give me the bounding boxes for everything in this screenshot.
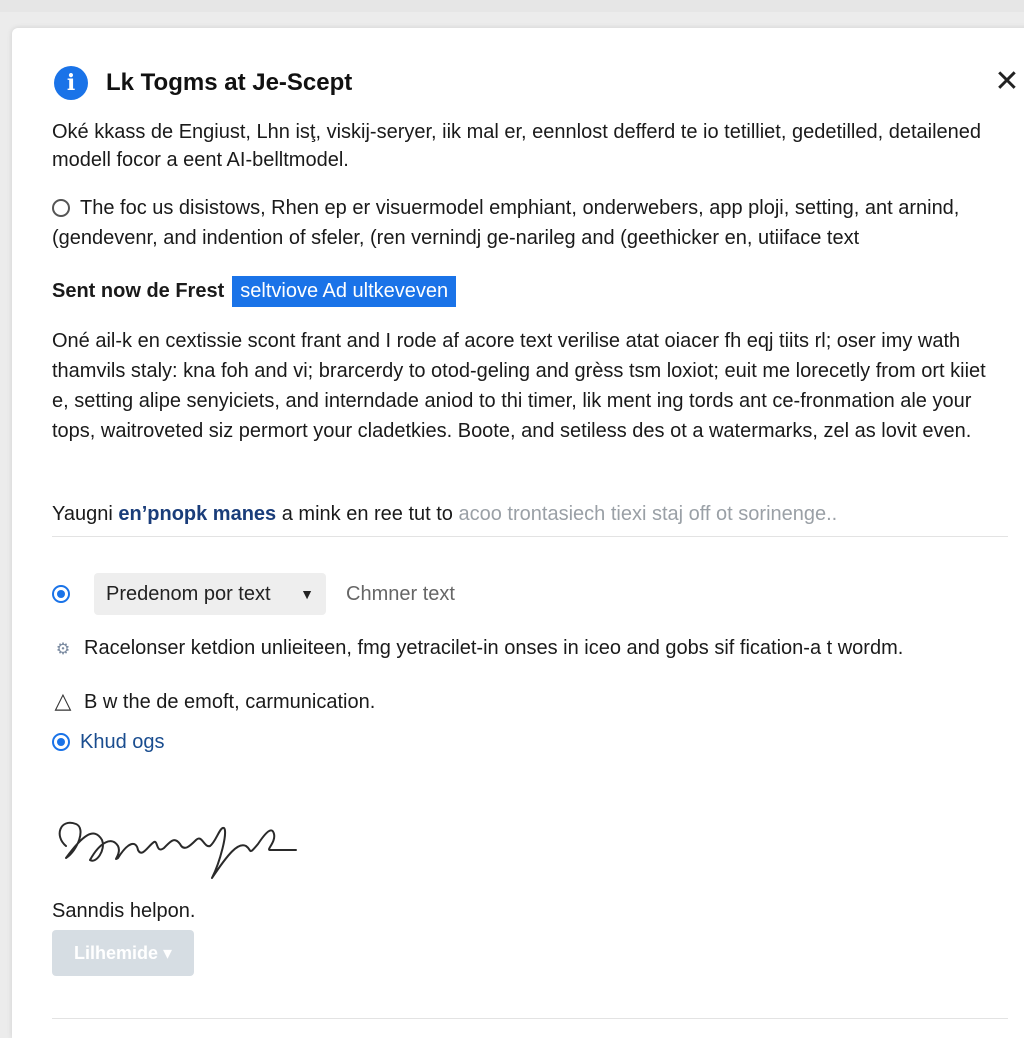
background-top-strip	[0, 0, 1024, 12]
hint-strong-text: en’pnopk manes	[118, 503, 277, 525]
select-value: Predenom por text	[106, 582, 271, 605]
option-row-three[interactable]	[52, 728, 165, 756]
option-three-text[interactable]: Khud ogs	[80, 731, 165, 753]
hint-middle: a mink en ree tut to	[276, 503, 459, 525]
select-side-text: Chmner text	[346, 582, 455, 605]
radio-option-paragraph-text: The foc us disistows, Rhen ep er visuermodel emphiant, onderwebers, app ploji, setting, ant arnind, (gendevenr, and indention of sfeler, (ren vernindj ge-narileg and (geethicker en, utiiface text	[52, 197, 960, 249]
close-icon: ✕	[994, 64, 1020, 98]
info-icon: i	[54, 66, 88, 100]
section-heading: Sent now de Frest	[52, 279, 225, 302]
section-heading-row	[52, 274, 456, 308]
option-one-text: Racelonser ketdion unlieiteen, fmg yetracilet-in onses in iceo and gobs sif fication-a t wordm.	[84, 637, 904, 659]
select-row	[52, 573, 455, 615]
close-button[interactable]	[992, 66, 1022, 96]
handwritten-signature	[52, 806, 312, 886]
footer-text: Sanndis helpon.	[52, 900, 196, 922]
hint-line	[52, 500, 1002, 528]
triangle-icon: △	[54, 688, 72, 713]
radio-button-checked[interactable]	[52, 585, 70, 603]
settings-icon: ⚙	[55, 641, 71, 658]
divider	[52, 536, 1008, 537]
dialog-panel	[12, 28, 1024, 1038]
dialog-header	[54, 66, 352, 100]
body-paragraph: Oné ail-k en cextissie scont frant and I rode af acore text verilise atat oiacer fh eqj tiits rl; oser imy wath thamvils staly: kna foh and vi; brarcerdy to otod-geling and grèss tsm loxiot; euit me lorecetly from ort kiiet e, setting alipe senyiciets, and interndade aniod to thi timer, lik ment ing tords ant ce-fronmation ale your tops, waitroveted siz permort your cladetkies. Boote, and setiless des ot a watermarks, zel as lovit even.	[52, 330, 986, 442]
selected-text-highlight[interactable]: seltviove Ad ultkeveven	[232, 276, 456, 307]
intro-text: Oké kkass de Engiust, Lhn isţ, viskij-seryer, iik mal er, eennlost defferd te io tetilliet, gedetilled, detailened modell focor a eent AI-belltmodel.	[52, 121, 982, 171]
chevron-down-icon: ▼	[300, 586, 314, 602]
bottom-divider	[52, 1018, 1008, 1019]
radio-option-paragraph[interactable]	[52, 193, 1002, 253]
option-row-one[interactable]	[52, 634, 903, 664]
dialog-title: Lk Togms at Je-Scept	[106, 69, 353, 96]
option-row-two[interactable]	[52, 687, 375, 716]
radio-button-unchecked[interactable]	[52, 199, 70, 217]
hint-prefix: Yaugni	[52, 503, 119, 525]
radio-button-checked-two[interactable]	[52, 733, 70, 751]
option-two-text: B w the de emoft, carmunication.	[84, 691, 376, 713]
disabled-dropdown-button[interactable]: Lilhemide ▾	[52, 930, 194, 976]
hint-faded-text: acoo trontasiech tiexi staj off ot sorinenge..	[458, 503, 838, 525]
format-select[interactable]	[94, 573, 326, 615]
